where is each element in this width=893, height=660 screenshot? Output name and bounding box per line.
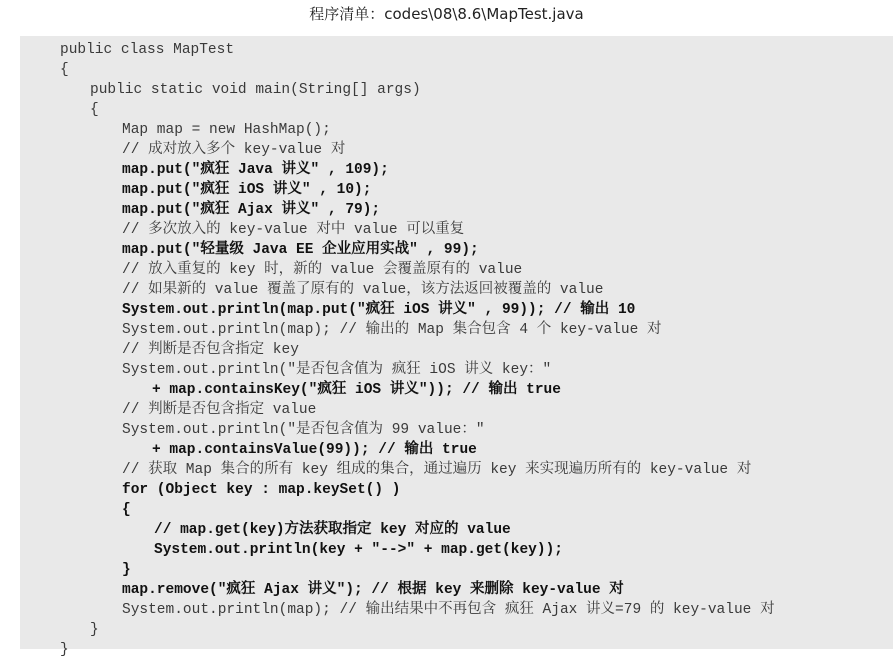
code-line-comment: // 获取 Map 集合的所有 key 组成的集合，通过遍历 key 来实现遍历所有的 key-value 对	[122, 462, 752, 478]
code-line-print-map: System.out.println(map); // 输出的 Map 集合包含 4 个 key-value 对	[122, 322, 662, 338]
code-line-comment: // 判断是否包含指定 key	[122, 342, 299, 358]
code-line-put-javaee: map.put("轻量级 Java EE 企业应用实战" , 99);	[122, 242, 479, 258]
code-line-put-ios: map.put("疯狂 iOS 讲义" , 10);	[122, 182, 372, 198]
code-line-comment: // 放入重复的 key 时，新的 value 会覆盖原有的 value	[122, 262, 523, 278]
code-line-put-java: map.put("疯狂 Java 讲义" , 109);	[122, 162, 389, 178]
code-lines	[20, 40, 775, 660]
code-line-main-close-brace: }	[90, 622, 99, 638]
code-line-comment: // 判断是否包含指定 value	[122, 402, 317, 418]
code-line-print-map-final: System.out.println(map); // 输出结果中不再包含 疯狂 Ajax 讲义=79 的 key-value 对	[122, 602, 775, 618]
code-line-comment: // 如果新的 value 覆盖了原有的 value，该方法返回被覆盖的 value	[122, 282, 604, 298]
code-line-remove: map.remove("疯狂 Ajax 讲义"); // 根据 key 来删除 key-value 对	[122, 582, 624, 598]
code-line-contains-value-call: + map.containsValue(99)); // 输出 true	[152, 442, 477, 458]
code-line-print-contains-key: System.out.println("是否包含值为 疯狂 iOS 讲义 key："	[122, 362, 552, 378]
code-line-contains-key-call: + map.containsKey("疯狂 iOS 讲义")); // 输出 true	[152, 382, 561, 398]
code-line-for-loop: for (Object key : map.keySet() )	[122, 482, 401, 498]
code-line-print-contains-value: System.out.println("是否包含值为 99 value："	[122, 422, 485, 438]
code-line-print-entry: System.out.println(key + "-->" + map.get(key));	[154, 542, 563, 558]
code-line-comment: // 多次放入的 key-value 对中 value 可以重复	[122, 222, 465, 238]
code-line-main-open-brace: {	[90, 102, 99, 118]
code-line-class-open-brace: {	[60, 62, 69, 78]
code-line-for-close-brace: }	[122, 562, 131, 578]
code-line-put-ajax: map.put("疯狂 Ajax 讲义" , 79);	[122, 202, 381, 218]
code-line-map-init: Map map = new HashMap();	[122, 122, 331, 138]
code-line-for-open-brace: {	[122, 502, 131, 518]
code-line-print-put: System.out.println(map.put("疯狂 iOS 讲义" , 99)); // 输出 10	[122, 302, 636, 318]
code-line-class-declaration: public class MapTest	[60, 42, 235, 58]
code-line-main-declaration: public static void main(String[] args)	[90, 82, 421, 98]
code-line-class-close-brace: }	[60, 642, 69, 658]
code-line-comment-get: // map.get(key)方法获取指定 key 对应的 value	[154, 522, 511, 538]
code-listing	[20, 36, 893, 658]
listing-caption: 程序清单：codes\08\8.6\MapTest.java	[309, 5, 584, 23]
code-line-comment: // 成对放入多个 key-value 对	[122, 142, 346, 158]
